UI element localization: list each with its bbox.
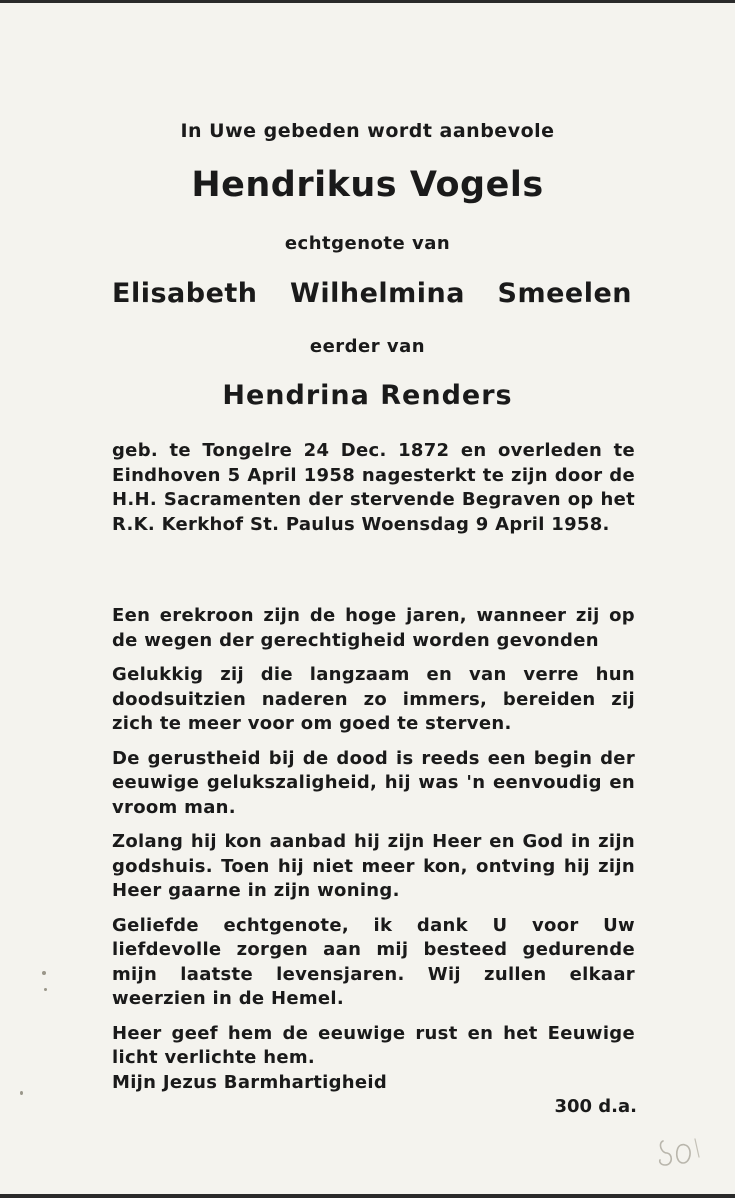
paragraph: Een erekroon zijn de hoge jaren, wanneer zij op de wegen der gerechtigheid worden gevonden (112, 605, 635, 651)
intro-text: In Uwe gebeden wordt aanbevole (180, 120, 555, 142)
biography-text: geb. te Tongelre 24 Dec. 1872 en overleden te Eindhoven 5 April 1958 nagesterkt te zijn door de H.H. Sacramenten der stervende Begraven op het R.K. Kerkhof St. Paulus Woensdag 9 April 1958. (112, 440, 635, 535)
paper-speck (42, 971, 46, 975)
former-spouse-label: eerder van (309, 336, 426, 357)
prayer-line: Mijn Jezus Barmhartigheid (112, 1071, 388, 1093)
handwritten-note (655, 1133, 710, 1178)
paper-speck (44, 988, 47, 991)
paragraph: Gelukkig zij die langzaam en van verre hun doodsuitzien naderen zo immers, bereiden zij zich te meer voor om goed te sterven. (112, 664, 635, 734)
spouse-label: echtgenote van (284, 233, 451, 254)
paragraph: Zolang hij kon aanbad hij zijn Heer en God in zijn godshuis. Toen hij niet meer kon, ontving hij zijn Heer gaarne in zijn woning. (112, 831, 635, 901)
indulgence-note: 300 d.a. (554, 1096, 637, 1117)
biography (112, 439, 635, 537)
former-spouse-name: Hendrina Renders (222, 380, 513, 411)
deceased-name: Hendrikus Vogels (191, 165, 544, 205)
spouse-name: Elisabeth Wilhelmina Smeelen (112, 278, 632, 309)
paragraph: Heer geef hem de eeuwige rust en het Eeuwige licht verlichte hem. (112, 1022, 635, 1068)
paragraph: De gerustheid bij de dood is reeds een begin der eeuwige gelukszaligheid, hij was 'n eenvoudig en vroom man. (112, 747, 635, 818)
paper-speck (20, 1091, 23, 1095)
devotional-text (112, 604, 635, 1095)
paragraph: Geliefde echtgenote, ik dank U voor Uw liefdevolle zorgen aan mij besteed gedurende mijn laatste levensjaren. Wij zullen elkaar weerzien in de Hemel. (112, 914, 635, 1009)
